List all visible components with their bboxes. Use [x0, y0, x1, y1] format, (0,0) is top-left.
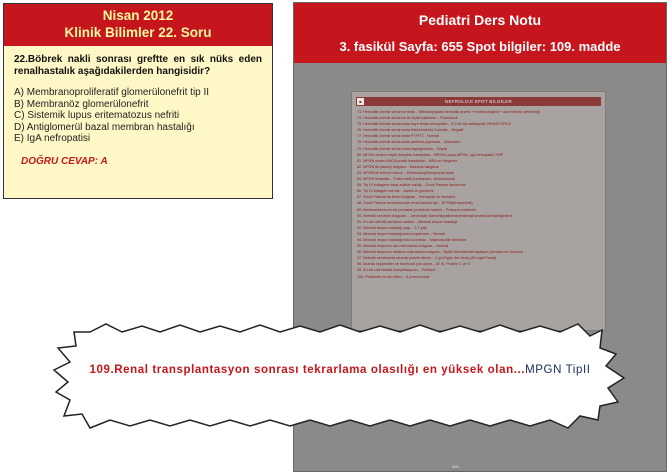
spot-line: 83. MPGN'de birincil marcılı... Elektroskopi/koriyonhal optal: [357, 170, 454, 175]
spot-line: 78. Hemolitik üremik sendromda periferik yaymada... Şistositler: [357, 140, 461, 145]
correct-answer: DOĞRU CEVAP: A: [21, 155, 108, 167]
option-b: B) Membranöz glomerülonefrit: [14, 98, 149, 110]
callout-answer: MPGN TipII: [525, 364, 591, 376]
spot-line: 89. Adolesanlarda en sık persistan proteinüri nedeni... Postural proteinüri: [357, 207, 476, 212]
spot-line: 98. İdrarda hepatolitler ve trombosit yok uyum... AT III, Protein C ve S: [357, 262, 470, 267]
spot-line: 75. Hemolitik üremik sendromda kayıt tedavi etmeyelim... E.Coli için antibiyotik VERMİYORUZ: [357, 122, 511, 127]
notes-reference: 3. fasikül Sayfa: 655 Spot bilgiler: 109. madde: [339, 39, 621, 54]
callout-text: [50, 364, 630, 376]
spot-line: 87. Good Pasture'da temel bulgular... Hemoptizi ve hematüri: [357, 195, 456, 200]
spot-line: 91. En sık nefrotik sendrom nedeni... Minimal lezyon hastalığı: [357, 219, 458, 224]
spot-line: 76. Hemolitik üremik sendromda direkt/indirekt Coombs... Negatif: [357, 128, 464, 133]
spot-line: 95. Minimal lezyonun ışık mikroskobu bulgusu... Normal: [357, 244, 449, 249]
page-header-bar: [356, 97, 601, 106]
callout-bubble: [50, 320, 630, 435]
spot-line: 85. Tip IV kollagene karşı antikor varlığı... Good Pasture sendromu: [357, 183, 466, 188]
question-card-header: [4, 4, 272, 46]
spot-line: 77. Hemolitik üremik sendromda PT/PTT... Normal: [357, 134, 440, 139]
page-header-label: NEFROLOJİ SPOT BİLGİLER: [444, 99, 513, 104]
option-d: D) Antiglomerül bazal membran hastalığı: [14, 121, 195, 133]
spot-line: 99. En sık nefrotoksik komplikasyonu... Peritonit: [357, 268, 436, 273]
spot-line: 82. MPGN'de patoloji bulgusu... Mezanşi ülagama: [357, 164, 439, 169]
notes-page-image: [351, 91, 606, 331]
spot-line: 88. Good Pasture sendromunda renal tutulum tipi... RPGN(krescentrik): [357, 201, 473, 206]
page-tag-icon: ■: [357, 98, 364, 105]
question-card: [3, 3, 273, 199]
callout-bubble-shape: [50, 320, 630, 435]
page-number: 655: [452, 464, 459, 469]
exam-date-title: Nisan 2012: [102, 8, 174, 23]
spot-line: 90. Nefrotik sendrom bulguları... Jeneralize ödem/hipoalbüminemi/masif proteinüri/hiperlipidemi: [357, 213, 513, 218]
spot-line: 80. MPGN nedeni maple komplek hastalıklar... MPGN,Lupus,MPGN, İgA nefropatisi, HSP: [357, 152, 504, 157]
spot-line: 97. Nefrotik sendromda idrarda protein atılımı... 2 g/m²/gün den fazla (40 mg/m²/saat): [357, 256, 496, 261]
answer-options: [14, 87, 272, 145]
spot-line: 93. Minimal lezyon hastalığında kompleman... Normal: [357, 231, 445, 236]
spot-line: 73. Hemolitik üremik sendrom tiradı... Mikroanjiopatik hemolitik anemi + trombositopeni + akut böbrek yetmezliği: [357, 110, 540, 114]
spot-line: 86. Tip IV kollagen merdiz... Alveol ve glomerül: [357, 189, 434, 194]
option-e: E) IgA nefropatisi: [14, 133, 91, 144]
question-text: 22.Böbrek nakli sonrası greftte en sık nüks eden renalhastalık aşağıdakilerden hangisidir?: [14, 54, 262, 77]
option-a: A) Membranoproliferatif glomerülonefrit tip II: [14, 87, 210, 98]
notes-title: Pediatri Ders Notu: [418, 12, 542, 28]
callout-statement: 109.Renal transplantasyon sonrası tekrarlama olasılığı en yüksek olan...: [89, 364, 526, 376]
option-c: C) Sistemik lupus eritematozus nefriti: [14, 110, 180, 121]
spot-line: 100. Peritonite en sık etken... S.pneumoniae: [357, 274, 430, 279]
spot-list: [357, 109, 605, 280]
notes-panel-header: [294, 3, 666, 63]
spot-line: 79. Hemolitik üremik sendromda haptoglobulin... Düşük: [357, 146, 448, 151]
spot-line: 94. Minimal lezyon hastalığında bulunmaz... Makroskobik hematüri: [357, 237, 466, 242]
spot-line: 84. MPGN tedavide... Pulse metil prednizolon, siklofosfamid: [357, 177, 455, 182]
exam-question-title: Klinik Bilimler 22. Soru: [64, 25, 212, 40]
spot-line: 74. Hemolitik üremik sendrom ile ilişkili bakteriler... Pnömokok: [357, 116, 458, 121]
spot-line: 81. MPGN neden ANCA pozitif hastalıklar... MPA ve Wegener: [357, 158, 458, 163]
spot-line: 96. Minimal lezyonun elektron mikroskobu bulgusu... Epitel hücrelerinde ayakçık çıkıntılarının füzyonu: [357, 250, 523, 255]
spot-line: 92. Minimal lezyon hastalığı yaşı... 2-7 yaş: [357, 225, 427, 230]
